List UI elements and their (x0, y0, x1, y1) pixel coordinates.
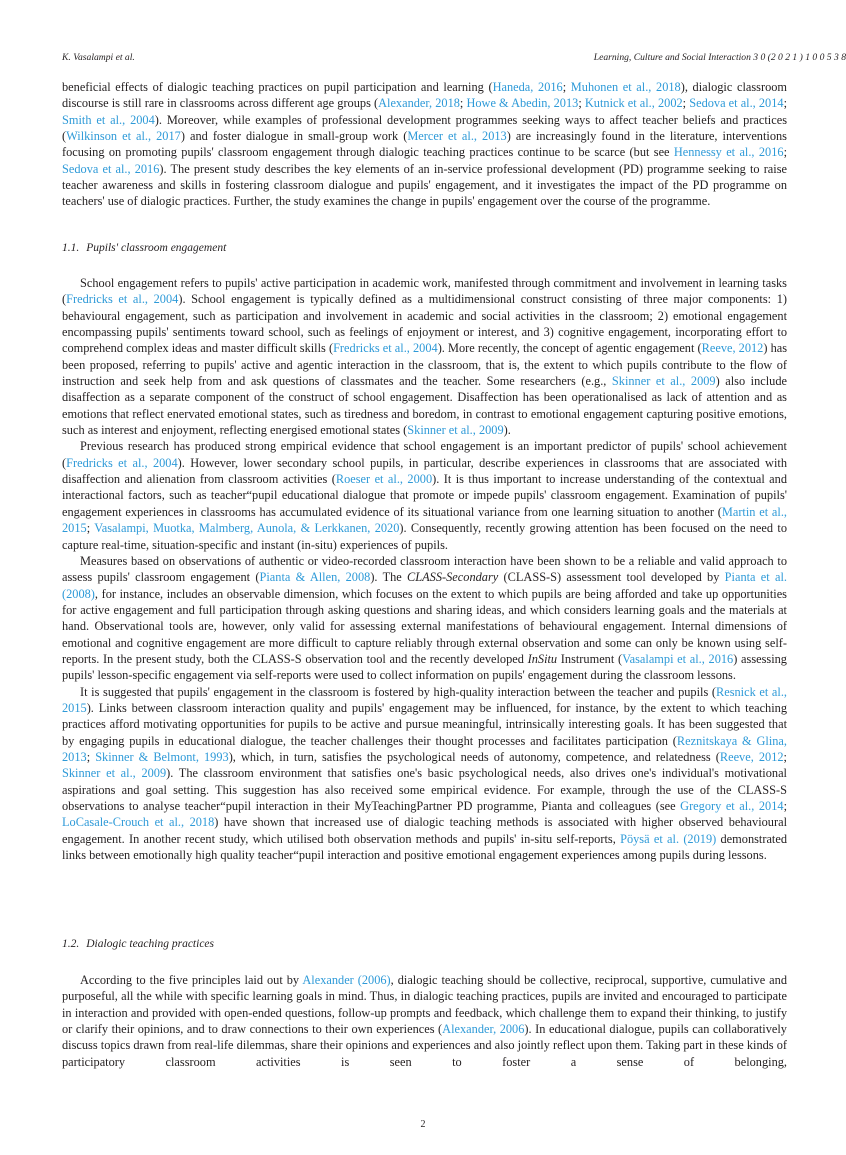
text-run: ). The present study describes the key elements of an in-service professional development (PD) programme seeking to raise teacher awareness and skills in fostering classroom dialogue and pupils' engagement, and it investigates the impact of the PD programme on teachers' use of dialogic practices. Further, the study examines the change in pupils' engagement over the course of the programme. (62, 161, 787, 209)
section-heading-1-2 (62, 938, 214, 950)
text-run: It is suggested that pupils' engagement in the classroom is fostered by high-quality interaction between the teacher and pupils ( (80, 684, 716, 699)
text-run: ). School engagement is typically defined as a multidimensional construct consisting of three major components: 1) behavioural engagement, such as participation and involvement in academic and social activities in the classroom; 2) emotional engagement encompassing pupils' sentiments toward school, such as feelings of enjoyment or interest, and 3) cognitive engagement, incorporating effort to comprehend complex ideas and master difficult skills ( (62, 292, 787, 356)
text-run: ). Links between classroom interaction quality and pupils' engagement may be influenced, for instance, by the extent to which teaching practices afford motivating opportunities for pupils to be active and pursue meaningful, intrinsically interesting goals. It has been suggested that by engaging pupils in educational dialogue, the teacher challenges their thought processes and facilitates participation ( (62, 700, 787, 748)
text-run: ). Consequently, recently growing attention has been focused on the need to capture real-time, situation-specific and instant (in-situ) experiences of pupils. (62, 521, 787, 552)
italic-term: InSitu (527, 651, 558, 666)
text-run: According to the five principles laid out by (80, 973, 303, 987)
citation-link[interactable]: Skinner et al., 2009 (407, 423, 504, 438)
section-1-2-body (62, 972, 787, 1070)
paragraph (62, 684, 787, 864)
text-run: ). The classroom environment that satisfies one's basic psychological needs, also drives one's individual's motivational aspirations and goal setting. This suggestion has also received some empirical evidence. For example, through the use of the CLASS-S observations to analyse teacher“pupil interaction in their MyTeachingPartner PD programme, Pianta and colleagues (see (62, 766, 787, 813)
paragraph (62, 79, 787, 210)
citation-link[interactable]: Reeve, 2012 (701, 341, 764, 356)
text-run: ) are increasingly found in the literature, interventions focusing on promoting pupils' classroom engagement through dialogic teaching practices continue to be scarce (but see (62, 129, 787, 160)
section-title: Dialogic teaching practices (86, 938, 214, 950)
citation-link[interactable]: Vasalampi, Muotka, Malmberg, Aunola, & Lerkkanen, 2020 (94, 521, 400, 536)
text-run: demonstrated links between emotionally high quality teacher“pupil interaction and positive emotional engagement experiences among pupils during lessons. (62, 831, 788, 863)
citation-link[interactable]: Kutnick et al., 2002 (584, 96, 683, 111)
citation-link[interactable]: Pianta et al. (2008) (62, 570, 787, 601)
citation-link[interactable]: Fredricks et al., 2004 (66, 455, 178, 470)
text-run: Measures based on observations of authentic or video-recorded classroom interaction have been shown to be a reliable and valid approach to assess pupils' classroom engagement ( (62, 553, 787, 585)
running-header-journal: Learning, Culture and Social Interaction 3 0 (2 0 2 1 ) 1 0 0 5 3 8 (593, 52, 846, 63)
text-run: ). However, lower secondary school pupils, in particular, describe experiences in classrooms that are associated with disaffection and alienation from classroom activities ( (62, 455, 788, 487)
citation-link[interactable]: Smith et al., 2004 (62, 112, 155, 127)
citation-link[interactable]: Roeser et al., 2000 (335, 472, 433, 487)
citation-link[interactable]: Wilkinson et al., 2017 (66, 129, 181, 144)
text-run: ; (682, 96, 690, 111)
citation-link[interactable]: Howe & Abedin, 2013 (466, 96, 579, 111)
text-run: ) has been proposed, referring to pupils' active and agentic interaction in the classroom, that is, the extent to which pupils contribute to the flow of instruction and seek help from and ask questions of classmates and the teacher. Some researchers (e.g., (62, 341, 788, 389)
citation-link[interactable]: LoCasale-Crouch et al., 2018 (62, 815, 215, 830)
text-run: ; (562, 80, 571, 94)
text-run: ) assessing pupils' lesson-specific engagement via self-reports were used to collect information on pupils' engagement during the classroom lessons. (62, 651, 787, 683)
text-run: ; (578, 96, 585, 111)
citation-link[interactable]: Martin et al., 2015 (62, 504, 787, 536)
citation-link[interactable]: Sedova et al., 2016 (62, 161, 160, 176)
citation-link[interactable]: Alexander, 2006 (442, 1022, 525, 1037)
paragraph (62, 972, 787, 1070)
text-run: ). It is thus important to increase understanding of the contextual and interactional factors, such as teacher“pupil educational dialogue that promote or impede pupils' classroom engagement. Examination of pupils' engagement experiences in classrooms has accumulated evidence of its situational variance from one learning situation to another ( (62, 472, 787, 519)
citation-link[interactable]: Sedova et al., 2014 (689, 96, 784, 111)
citation-link[interactable]: Pianta & Allen, 2008 (259, 570, 371, 585)
text-run: ). In educational dialogue, pupils can collaboratively discuss topics drawn from real-life dilemmas, share their opinions and experiences and also jointly reflect upon them. Taking part in these kinds of participatory classroom activities is seen to foster a sense of belonging, (62, 1022, 787, 1069)
text-run: ) also include disaffection as a separate component of the construct of school engagement. Disaffection has been operationalised as lack of attention and as emotions that reflect enervated emotional states, such as tiredness and boredom, in contrast to emotional engagement capturing positive emotions, such as interest and enjoyment, reflecting energised emotional states ( (62, 374, 788, 438)
paragraph (62, 438, 787, 552)
text-run: ). (503, 423, 511, 438)
citation-link[interactable]: Mercer et al., 2013 (407, 129, 507, 144)
citation-link[interactable]: Alexander (2006) (302, 973, 391, 987)
text-run: ) and foster dialogue in small-group work ( (180, 129, 408, 144)
citation-link[interactable]: Skinner et al., 2009 (611, 374, 716, 389)
section-title: Pupils' classroom engagement (86, 242, 227, 254)
citation-link[interactable]: Alexander, 2018 (378, 96, 460, 111)
text-run: Instrument ( (557, 651, 623, 666)
page-number: 2 (420, 1119, 426, 1130)
paragraph (62, 275, 787, 438)
section-1-1-body (62, 275, 787, 863)
citation-link[interactable]: Fredricks et al., 2004 (333, 341, 438, 356)
citation-link[interactable]: Resnick et al., 2015 (62, 684, 787, 715)
text-run: ; (86, 749, 96, 764)
text-run: ; (459, 96, 467, 111)
citation-link[interactable]: Reznitskaya & Glina, 2013 (62, 733, 787, 764)
running-header-authors: K. Vasalampi et al. (62, 52, 135, 63)
text-run: , dialogic teaching should be collective, reciprocal, supportive, cumulative and purposeful, all the while with specific learning goals in mind. Thus, in dialogic teaching practices, pupils are invited and encouraged to participate in interaction and provided with open-ended questions, follow-up prompts and feedback, which challenge them to expand their thinking, to justify or clarify their opinions, and to draw connections to their own experiences ( (62, 973, 788, 1037)
text-run: ) have shown that increased use of dialogic teaching methods is associated with higher observed behavioural engagement. In another recent study, which utilised both observation methods and pupils' in-situ self-reports, (62, 815, 788, 846)
text-run: ). More recently, the concept of agentic engagement ( (437, 341, 702, 356)
text-run: ), which, in turn, satisfies the psychological needs of autonomy, competence, and relatedness ( (228, 749, 720, 764)
text-run: School engagement refers to pupils' active participation in academic work, manifested through commitment and involvement in learning tasks ( (62, 276, 787, 307)
text-run: , for instance, includes an observable dimension, which focuses on the extent to which pupils are being afforded and take up opportunities for active engagement and full participation through asking questions and sharing ideas, and which considers learning goals and the materials at hand. Observational tools are, however, only valid for assessing external manifestations of behavioural engagement. Internal dimensions of emotional and cognitive engagement are more difficult to capture reliably through external observation and some can only be known using self-reports. In the present study, both the CLASS-S observation tool and the recently developed (62, 586, 787, 666)
citation-link[interactable]: Skinner & Belmont, 1993 (95, 749, 229, 764)
citation-link[interactable]: Hennessy et al., 2016 (673, 145, 784, 160)
intro-text (62, 79, 787, 210)
section-heading-1-1 (62, 242, 226, 254)
text-run: ). The (370, 570, 408, 585)
text-run: ; (783, 145, 787, 160)
text-run: ; (783, 799, 787, 813)
italic-term: CLASS-Secondary (407, 570, 499, 585)
text-run: beneficial effects of dialogic teaching practices on pupil participation and learning ( (62, 80, 493, 94)
text-run: (CLASS-S) assessment tool developed by (498, 570, 725, 585)
citation-link[interactable]: Fredricks et al., 2004 (66, 292, 179, 307)
text-run: ). Moreover, while examples of professional development programmes seeking ways to affect teacher beliefs and practices ( (62, 112, 788, 144)
citation-link[interactable]: Pöysä et al. (2019) (620, 831, 717, 846)
text-run: ; (86, 521, 95, 536)
text-run: ; (783, 749, 787, 764)
section-number: 1.2. (62, 938, 80, 950)
text-run: ), dialogic classroom discourse is still rare in classrooms across different age groups ( (62, 80, 788, 111)
section-number: 1.1. (62, 242, 80, 254)
citation-link[interactable]: Reeve, 2012 (719, 749, 784, 764)
text-run: Previous research has produced strong empirical evidence that school engagement is an important predictor of pupils' school achievement ( (62, 439, 787, 470)
citation-link[interactable]: Muhonen et al., 2018 (570, 80, 681, 94)
citation-link[interactable]: Haneda, 2016 (492, 80, 563, 94)
text-run: ; (783, 96, 788, 111)
citation-link[interactable]: Skinner et al., 2009 (62, 766, 167, 781)
citation-link[interactable]: Vasalampi et al., 2016 (622, 651, 734, 666)
citation-link[interactable]: Gregory et al., 2014 (680, 799, 784, 813)
paragraph (62, 553, 787, 684)
